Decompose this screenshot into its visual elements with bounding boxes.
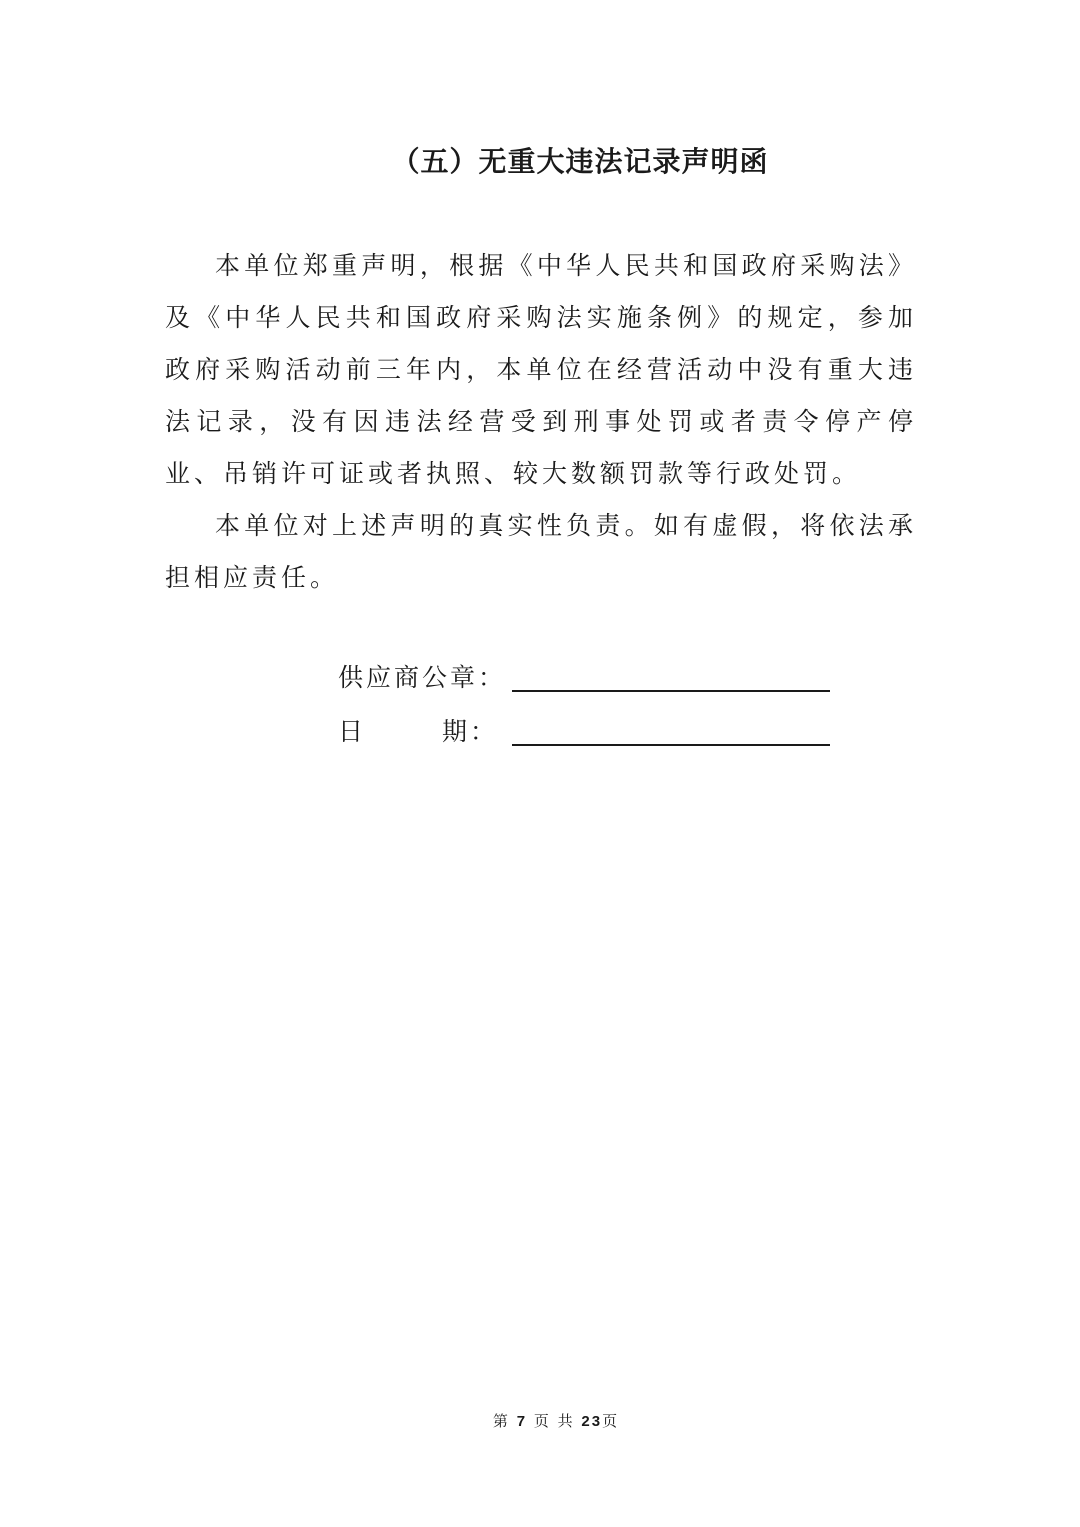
footer-prefix: 第 [492, 1412, 510, 1430]
footer-total-pages: 23 [581, 1413, 603, 1430]
footer-suffix: 页 [602, 1412, 620, 1430]
date-signature-line [512, 744, 830, 746]
date-label-right: 期： [441, 717, 498, 746]
page-title: （五）无重大违法记录声明函 [391, 145, 769, 178]
declaration-paragraph-2: 本单位对上述声明的真实性负责。如有虚假，将依法承担相应责任。 [165, 511, 917, 592]
date-row [338, 708, 510, 762]
declaration-body [165, 240, 917, 604]
page-footer [0, 1410, 1080, 1431]
seal-label: 供应商公章： [338, 663, 507, 692]
footer-middle: 页 共 [533, 1412, 575, 1430]
seal-signature-line [512, 690, 830, 692]
date-label [338, 708, 498, 756]
declaration-paragraph-1: 本单位郑重声明，根据《中华人民共和国政府采购法》及《中华人民共和国政府采购法实施条例》的规定，参加政府采购活动前三年内，本单位在经营活动中没有重大违法记录，没有因违法经营受到刑事处罚或者责令停产停业、吊销许可证或者执照、较大数额罚款等行政处罚。 [165, 251, 917, 488]
footer-page-number: 7 [516, 1413, 528, 1430]
date-label-left: 日 [338, 717, 367, 746]
signature-block [338, 654, 510, 762]
seal-row [338, 654, 510, 708]
